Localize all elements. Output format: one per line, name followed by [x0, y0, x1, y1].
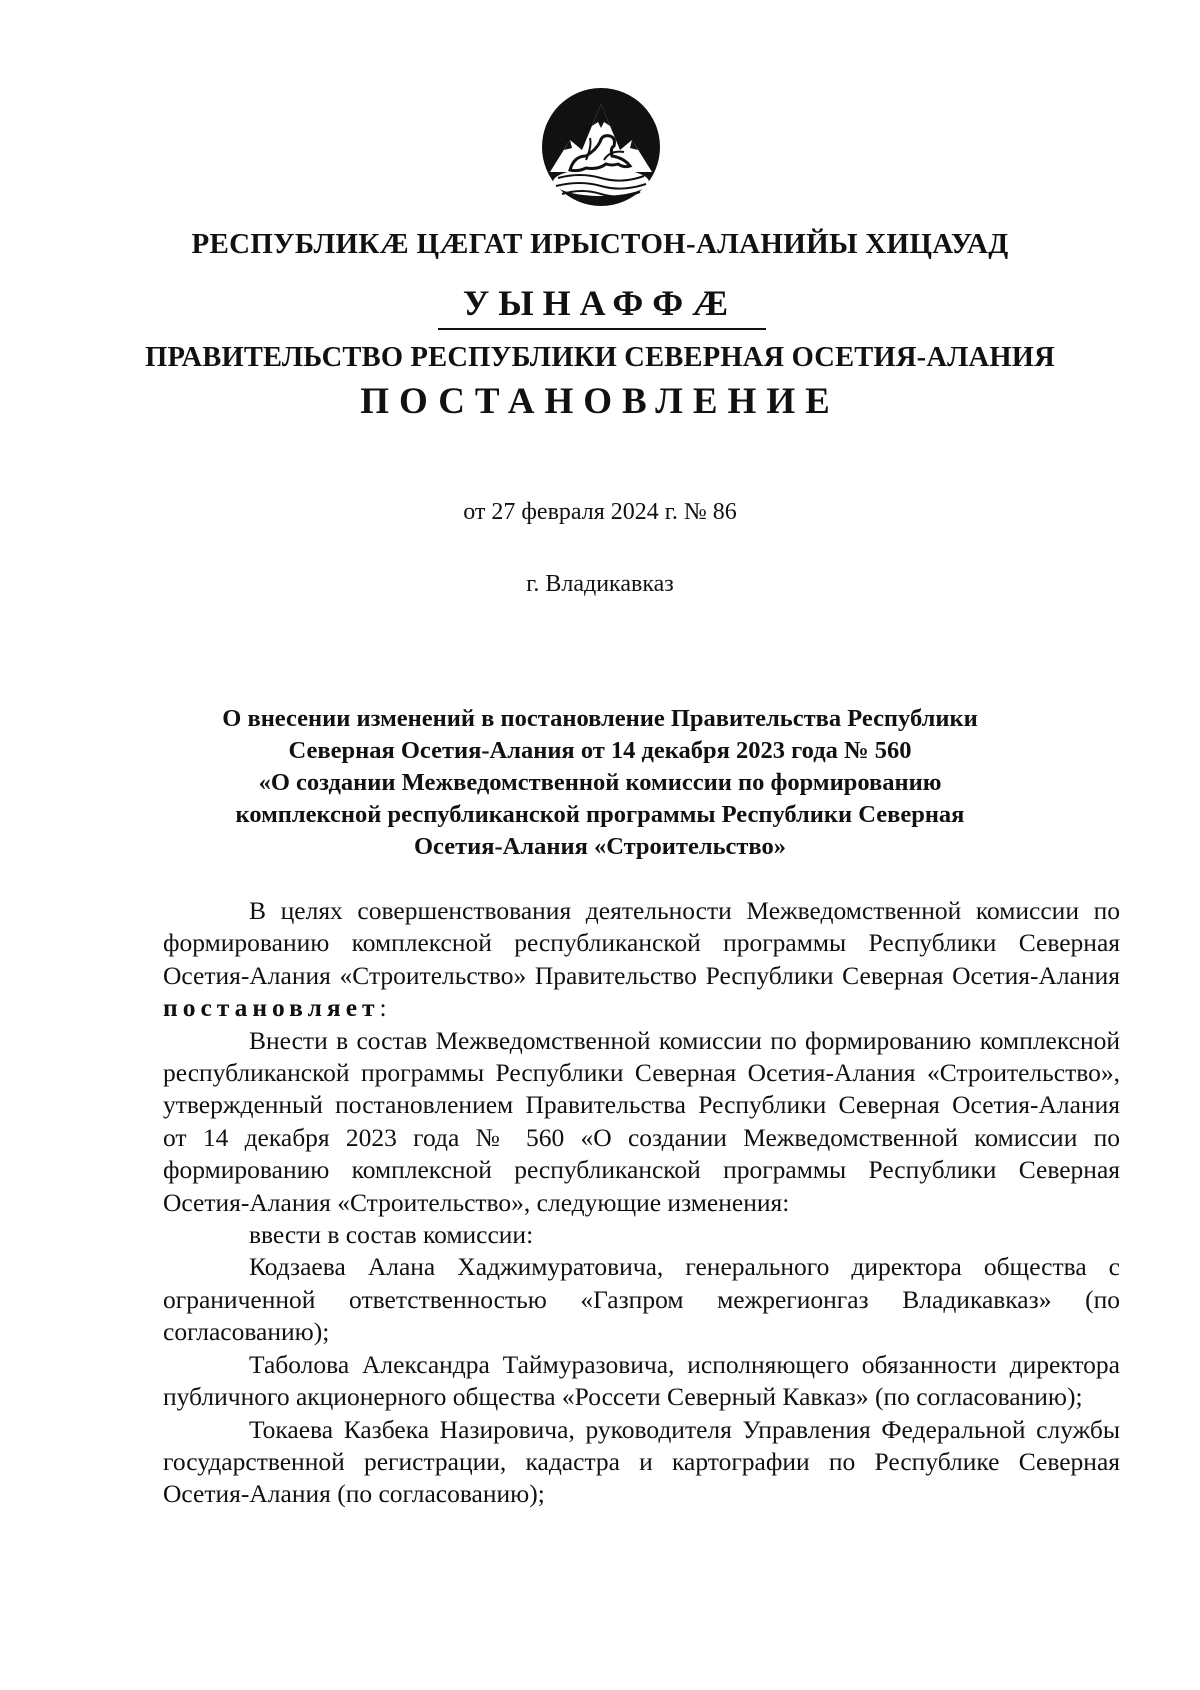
- coat-of-arms-emblem: [540, 86, 662, 208]
- resolves-colon: :: [379, 993, 387, 1023]
- title-line: «О создании Межведомственной комиссии по формированию: [258, 769, 942, 796]
- resolves-keyword: постановляет: [163, 993, 380, 1023]
- body-paragraph: Таболова Александра Таймуразовича, исполняющего обязанности директора публичного акционерного общества «Россети Северный Кавказ» (по согласованию);: [163, 1349, 1120, 1412]
- ossetian-government-heading: РЕСПУБЛИКӔ ЦӔГАТ ИРЫСТОН-АЛАНИЙЫ ХИЦАУАД: [191, 228, 1009, 260]
- heading-underline: [438, 328, 766, 330]
- title-line: комплексной республиканской программы Республики Северная: [235, 801, 965, 828]
- preamble-paragraph: [163, 895, 1120, 1025]
- body-paragraph: Кодзаева Алана Хаджимуратовича, генерального директора общества с ограниченной ответственностью «Газпром межрегионгаз Владикавказ» (по согласованию);: [163, 1252, 1120, 1347]
- ossetian-document-type: УЫНАФФӔ: [462, 283, 738, 323]
- body-paragraph: ввести в состав комиссии:: [249, 1220, 534, 1250]
- document-title: [160, 703, 1040, 863]
- title-line: О внесении изменений в постановление Правительства Республики: [222, 705, 978, 732]
- preamble-text: В целях совершенствования деятельности Межведомственной комиссии по формированию комплексной республиканской программы Республики Северная Осетия-Алания «Строительство» Правительство Республики Северная Осетия-Алания: [163, 896, 1120, 990]
- body-paragraph: Внести в состав Межведомственной комиссии по формированию комплексной республиканской программы Республики Северная Осетия-Алания «Строительство», утвержденный постановлением Правительства Республики Северная Осетия-Алания от 14 декабря 2023 года № 560 «О создании Межведомственной комиссии по формированию комплексной республиканской программы Республики Северная Осетия-Алания «Строительство», следующие изменения:: [163, 1025, 1120, 1217]
- russian-government-heading: ПРАВИТЕЛЬСТВО РЕСПУБЛИКИ СЕВЕРНАЯ ОСЕТИЯ-АЛАНИЯ: [145, 342, 1055, 373]
- title-line: Осетия-Алания «Строительство»: [414, 833, 786, 860]
- russian-document-type: ПОСТАНОВЛЕНИЕ: [360, 381, 840, 422]
- document-body: [163, 895, 1120, 1511]
- document-city: г. Владикавказ: [526, 571, 674, 597]
- title-line: Северная Осетия-Алания от 14 декабря 2023 года № 560: [288, 737, 912, 764]
- document-date-number: от 27 февраля 2024 г. № 86: [463, 499, 737, 525]
- body-paragraph: Токаева Казбека Назировича, руководителя Управления Федеральной службы государственной регистрации, кадастра и картографии по Республике Северная Осетия-Алания (по согласованию);: [163, 1414, 1120, 1509]
